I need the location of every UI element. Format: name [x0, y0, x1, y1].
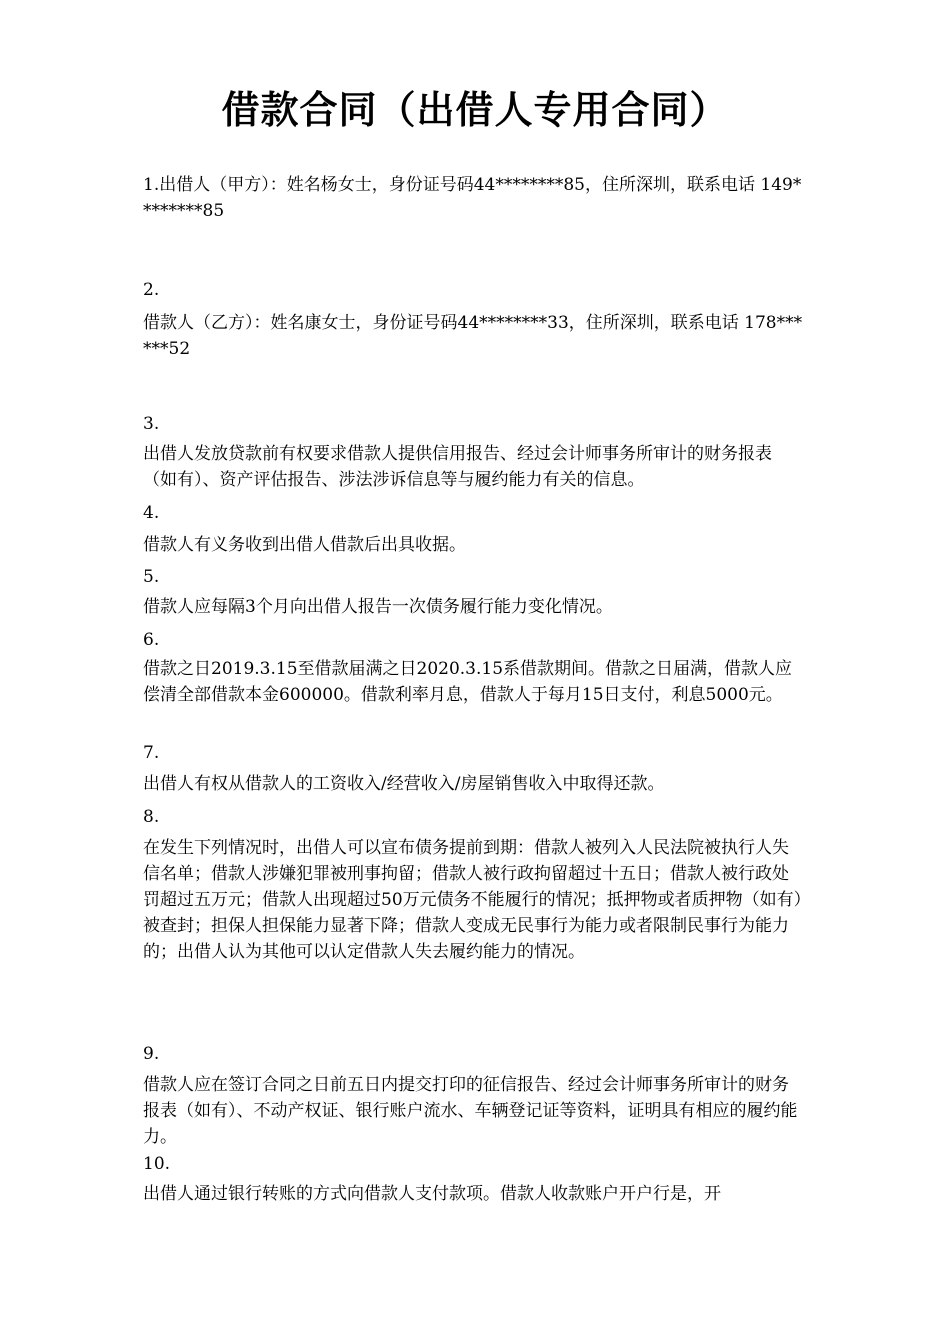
clause-7-text: 出借人有权从借款人的工资收入/经营收入/房屋销售收入中取得还款。: [143, 774, 665, 794]
clause-9-number: 9.: [143, 1044, 160, 1064]
clause-10-number: 10.: [143, 1154, 171, 1174]
clause-8-number: 8.: [143, 807, 160, 827]
clause-6-text: 借款之日2019.3.15至借款届满之日2020.3.15系借款期间。借款之日届满，借款人应偿清全部借款本金600000。借款利率月息，借款人于每月15日支付，利息5000元。: [143, 659, 793, 705]
clause-9-text: 借款人应在签订合同之日前五日内提交打印的征信报告、经过会计师事务所审计的财务报表（如有）、不动产权证、银行账户流水、车辆登记证等资料，证明具有相应的履约能力。: [143, 1075, 798, 1147]
clause-6-number: 6.: [143, 630, 160, 650]
clause-4-number: 4.: [143, 503, 160, 523]
clause-5-number: 5.: [143, 567, 160, 587]
clause-2-number: 2.: [143, 280, 160, 300]
clause-8-text: 在发生下列情况时，出借人可以宣布债务提前到期：借款人被列入人民法院被执行人失信名单；借款人涉嫌犯罪被刑事拘留；借款人被行政拘留超过十五日；借款人被行政处罚超过五万元；借款人出现超过50万元债务不能履行的情况；抵押物或者质押物（如有）被查封；担保人担保能力显著下降；借款人变成无民事行为能力或者限制民事行为能力的；出借人认为其他可以认定借款人失去履约能力的情况。: [143, 838, 803, 962]
clause-2-text: 借款人（乙方）：姓名康女士，身份证号码44********33，住所深圳，联系电话 178******52: [143, 313, 803, 359]
clause-5-text: 借款人应每隔3个月向出借人报告一次债务履行能力变化情况。: [143, 597, 613, 617]
clause-3-text: 出借人发放贷款前有权要求借款人提供信用报告、经过会计师事务所审计的财务报表（如有）、资产评估报告、涉法涉诉信息等与履约能力有关的信息。: [143, 444, 772, 490]
clause-3-number: 3.: [143, 414, 160, 434]
clause-1-text: 1.出借人（甲方）：姓名杨女士，身份证号码44********85，住所深圳，联系电话 149********85: [143, 175, 802, 221]
document-title: 借款合同（出借人专用合同）: [221, 88, 729, 132]
clause-10-text: 出借人通过银行转账的方式向借款人支付款项。借款人收款账户开户行是，开: [143, 1184, 721, 1204]
clause-4-text: 借款人有义务收到出借人借款后出具收据。: [143, 535, 466, 555]
clause-7-number: 7.: [143, 743, 160, 763]
